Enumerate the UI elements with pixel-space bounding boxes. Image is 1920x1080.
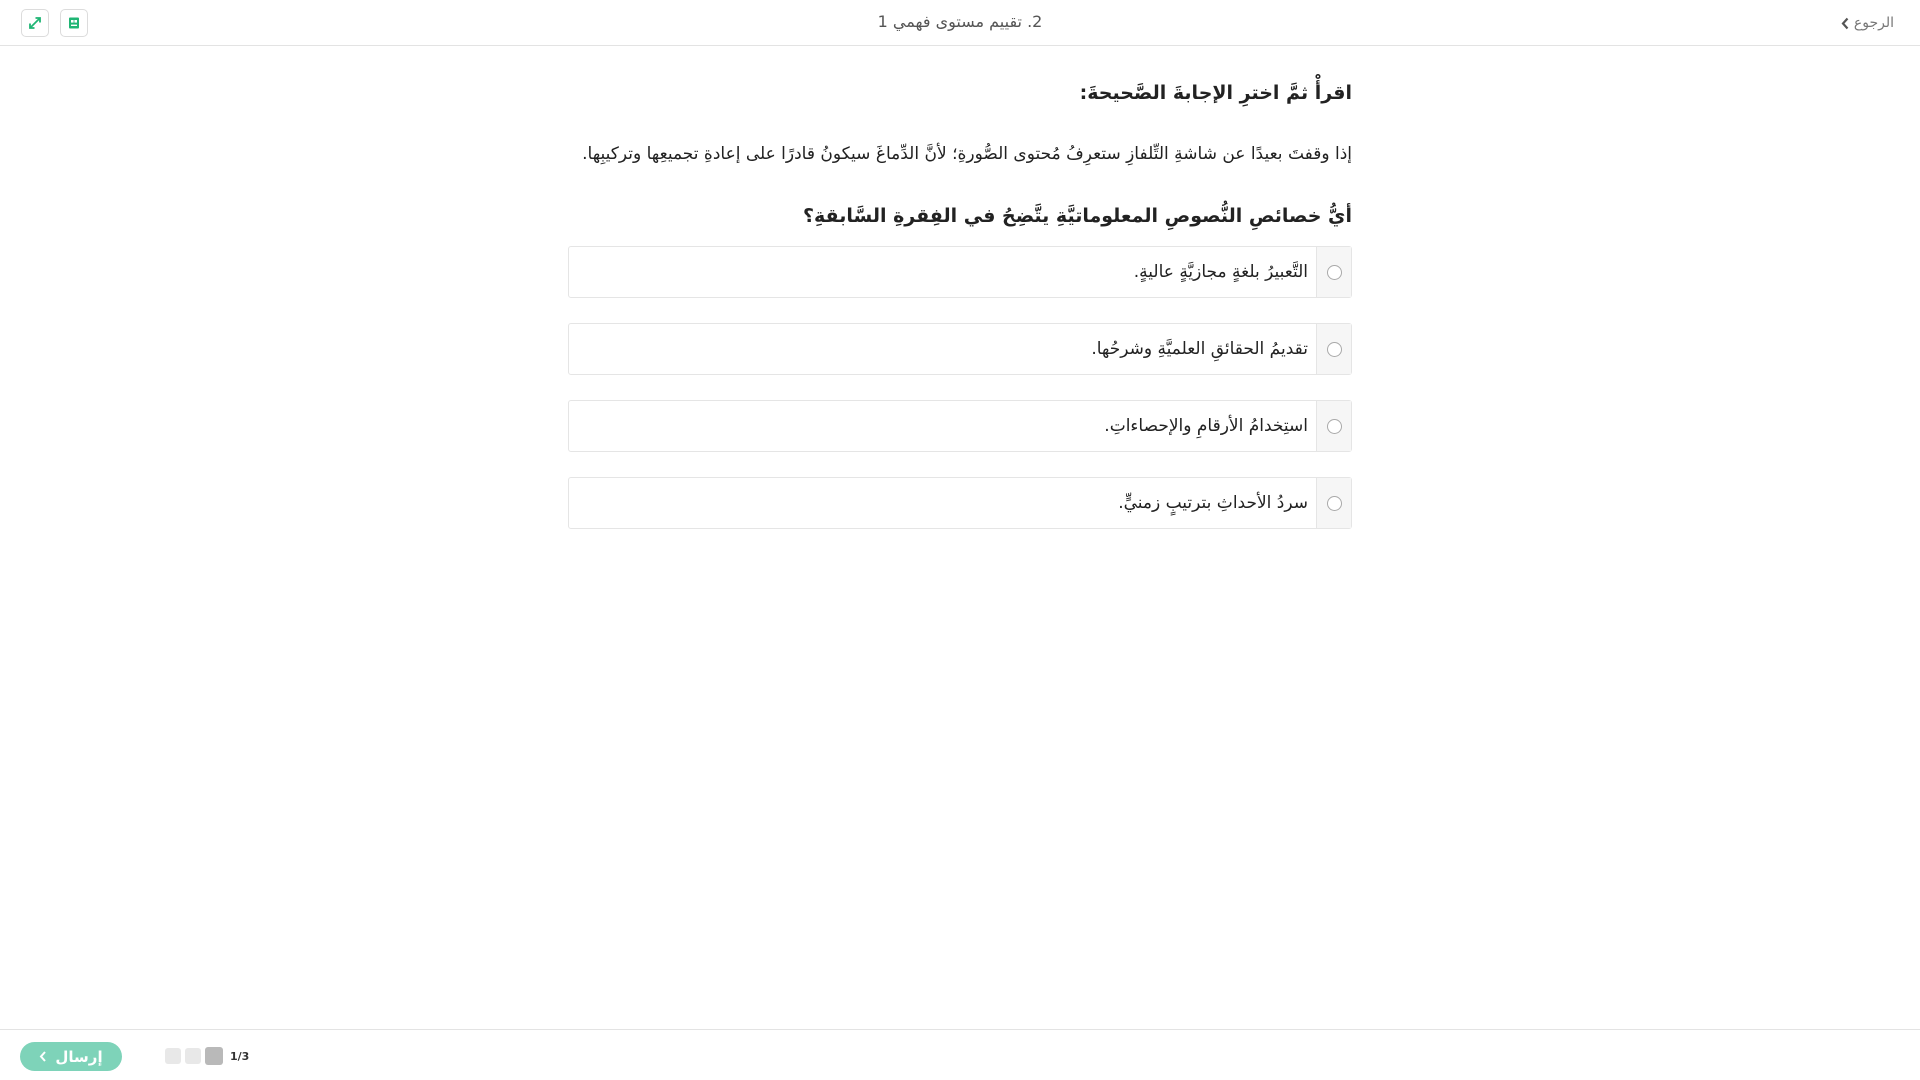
- top-bar: [0, 0, 1920, 46]
- pager-dot-1[interactable]: [205, 1047, 223, 1065]
- answer-options: [568, 246, 1352, 529]
- expand-button[interactable]: [21, 9, 49, 37]
- answer-option[interactable]: [568, 246, 1352, 298]
- chevron-left-icon: [1840, 17, 1850, 30]
- option-label: تقديمُ الحقائقِ العلميَّةِ وشرحُها.: [1091, 339, 1308, 359]
- option-label: سردُ الأحداثِ بترتيبٍ زمنيٍّ.: [1118, 493, 1308, 513]
- submit-button[interactable]: [20, 1042, 122, 1071]
- bottom-bar: [0, 1029, 1920, 1080]
- book-button[interactable]: [60, 9, 88, 37]
- instruction-heading: اقرأْ ثمَّ اخترِ الإجابةَ الصَّحيحةَ:: [1079, 82, 1352, 104]
- option-label: استِخدامُ الأرقامِ والإحصاءاتِ.: [1104, 416, 1308, 436]
- question-panel: [568, 70, 1352, 554]
- page-title: 2. تقييم مستوى فهمي 1: [877, 12, 1043, 31]
- book-icon: [67, 16, 81, 30]
- radio-cell[interactable]: [1316, 324, 1351, 374]
- reading-passage: إذا وقفتَ بعيدًا عن شاشةِ التِّلفازِ ستعرِفُ مُحتوى الصُّورةِ؛ لأنَّ الدِّماغَ سيكونُ قادرًا على إعادةِ تجميعِها وتركيبِها.: [582, 144, 1352, 164]
- back-button[interactable]: [1840, 13, 1894, 33]
- radio-cell[interactable]: [1316, 478, 1351, 528]
- option-label: التَّعبيرُ بلغةٍ مجازيَّةٍ عاليةٍ.: [1133, 262, 1308, 282]
- expand-arrows-icon: [28, 16, 42, 30]
- radio-button[interactable]: [1327, 342, 1342, 357]
- page-indicator: 1/3: [230, 1049, 250, 1063]
- back-label: الرجوع: [1853, 15, 1894, 31]
- answer-option[interactable]: [568, 400, 1352, 452]
- pager-dot-2[interactable]: [185, 1048, 201, 1064]
- pager-dot-3[interactable]: [165, 1048, 181, 1064]
- answer-option[interactable]: [568, 323, 1352, 375]
- question-text: أيُّ خصائصِ النُّصوصِ المعلوماتيَّةِ يتَّضِحُ في الفِقرةِ السَّابقةِ؟: [803, 205, 1352, 227]
- radio-button[interactable]: [1327, 265, 1342, 280]
- chevron-left-icon: [39, 1051, 47, 1062]
- question-pager: [165, 1046, 249, 1066]
- submit-label: إرسال: [55, 1047, 103, 1066]
- radio-button[interactable]: [1327, 419, 1342, 434]
- answer-option[interactable]: [568, 477, 1352, 529]
- radio-cell[interactable]: [1316, 247, 1351, 297]
- radio-button[interactable]: [1327, 496, 1342, 511]
- radio-cell[interactable]: [1316, 401, 1351, 451]
